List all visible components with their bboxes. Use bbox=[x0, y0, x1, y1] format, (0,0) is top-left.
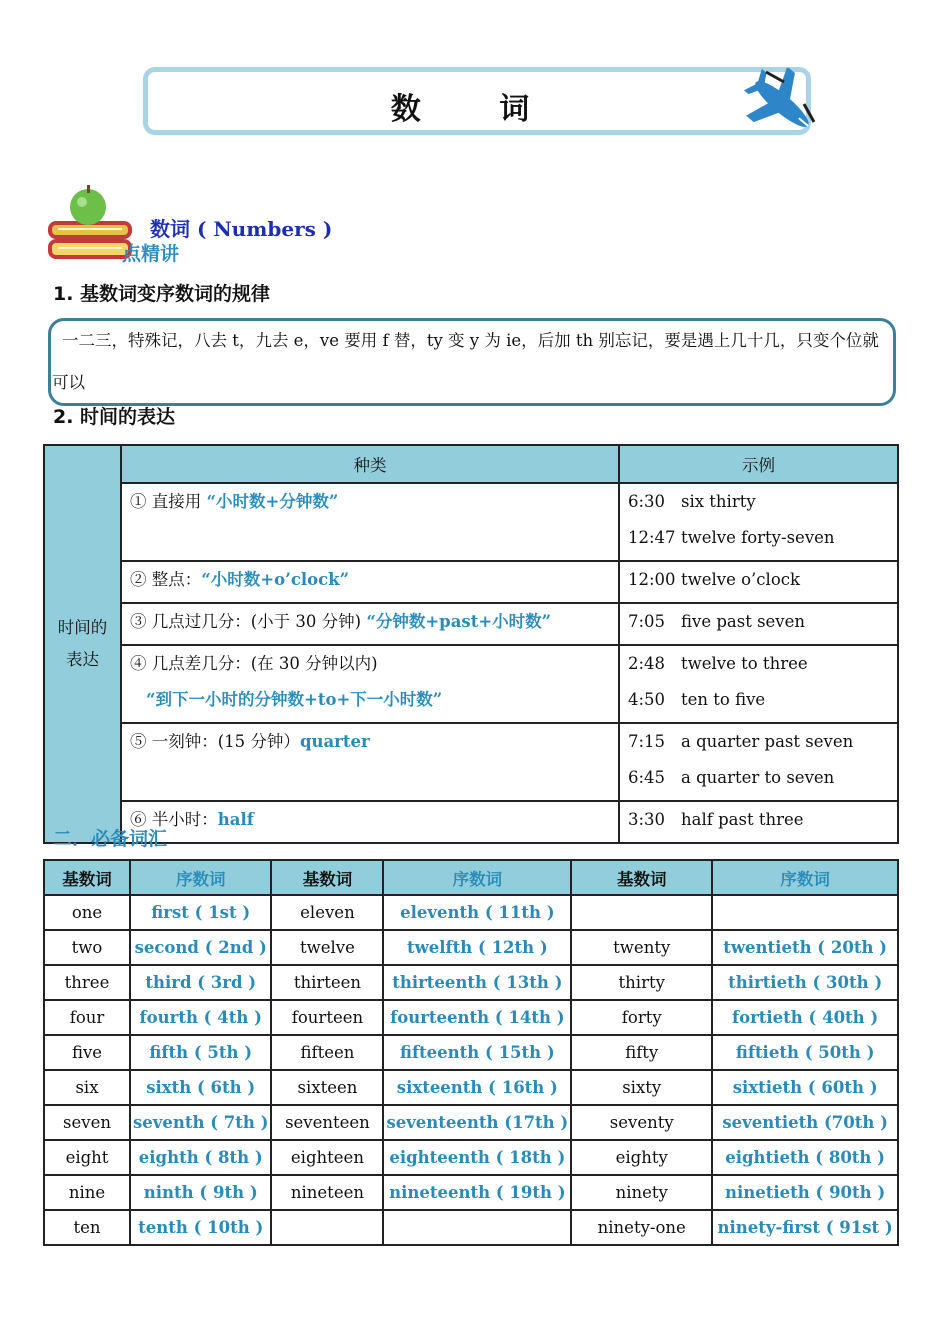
vocab-row bbox=[44, 965, 898, 1000]
example-text: a quarter to seven bbox=[681, 768, 835, 787]
example-cell bbox=[619, 723, 898, 801]
example-cell bbox=[619, 801, 898, 843]
example-time: 4:50 bbox=[628, 690, 666, 709]
time-row bbox=[44, 561, 898, 603]
col-ordinal-header: 序数词 bbox=[130, 860, 271, 895]
col-kind-header: 种类 bbox=[121, 445, 619, 483]
example-cell bbox=[619, 603, 898, 645]
kind-cell bbox=[121, 801, 619, 843]
vocab-row bbox=[44, 1035, 898, 1070]
ordinal-cell: ninth ( 9th ) bbox=[130, 1175, 271, 1210]
col-ordinal-header: 序数词 bbox=[712, 860, 898, 895]
ordinal-cell bbox=[383, 1210, 571, 1245]
vocab-row bbox=[44, 930, 898, 965]
kind-highlight: half bbox=[217, 810, 254, 829]
cardinal-cell: thirteen bbox=[271, 965, 383, 1000]
example-time: 7:15 bbox=[628, 732, 666, 751]
vocab-heading: 二．必备词汇 bbox=[53, 828, 168, 850]
time-row bbox=[44, 603, 898, 645]
cardinal-cell: ninety bbox=[571, 1175, 712, 1210]
example-cell bbox=[619, 483, 898, 561]
kind-highlight: “小时数+分钟数” bbox=[206, 492, 339, 511]
example-text: twelve to three bbox=[681, 654, 808, 673]
ordinal-cell bbox=[712, 895, 898, 930]
ordinal-cell: sixteenth ( 16th ) bbox=[383, 1070, 571, 1105]
cardinal-cell: twelve bbox=[271, 930, 383, 965]
kind-text: ① 直接用 bbox=[130, 492, 207, 511]
cardinal-cell: fourteen bbox=[271, 1000, 383, 1035]
vocab-row bbox=[44, 1105, 898, 1140]
rule-text: 一二三，特殊记，八去 t，九去 e，ve 要用 f 替，ty 变 y 为 ie，后加 th 别忘记，要是遇上几十几，只变个位就可以 bbox=[52, 331, 879, 392]
cardinal-cell: eight bbox=[44, 1140, 130, 1175]
vocab-row bbox=[44, 1070, 898, 1105]
cardinal-cell: seven bbox=[44, 1105, 130, 1140]
ordinal-cell: thirtieth ( 30th ) bbox=[712, 965, 898, 1000]
ordinal-cell: first ( 1st ) bbox=[130, 895, 271, 930]
time-row bbox=[44, 645, 898, 723]
vocab-row bbox=[44, 1210, 898, 1245]
vocab-header-row bbox=[44, 860, 898, 895]
cardinal-cell: sixteen bbox=[271, 1070, 383, 1105]
example-time: 7:05 bbox=[628, 612, 666, 631]
cardinal-cell bbox=[271, 1210, 383, 1245]
time-row bbox=[44, 801, 898, 843]
ordinal-cell: fiftieth ( 50th ) bbox=[712, 1035, 898, 1070]
example-time: 6:30 bbox=[628, 492, 666, 511]
cardinal-cell: five bbox=[44, 1035, 130, 1070]
ordinal-cell: seventh ( 7th ) bbox=[130, 1105, 271, 1140]
cardinal-cell: twenty bbox=[571, 930, 712, 965]
cardinal-cell: two bbox=[44, 930, 130, 965]
vocab-row bbox=[44, 1000, 898, 1035]
ordinal-cell: ninetieth ( 90th ) bbox=[712, 1175, 898, 1210]
ordinal-cell: third ( 3rd ) bbox=[130, 965, 271, 1000]
col-ordinal-header: 序数词 bbox=[383, 860, 571, 895]
example-text: half past three bbox=[681, 810, 804, 829]
ordinal-cell: fourth ( 4th ) bbox=[130, 1000, 271, 1035]
cardinal-cell: six bbox=[44, 1070, 130, 1105]
col-cardinal-header: 基数词 bbox=[44, 860, 130, 895]
col-cardinal-header: 基数词 bbox=[271, 860, 383, 895]
kind-highlight: “分钟数+past+小时数” bbox=[366, 612, 552, 631]
ordinal-cell: thirteenth ( 13th ) bbox=[383, 965, 571, 1000]
cardinal-cell: eighty bbox=[571, 1140, 712, 1175]
example-time: 3:30 bbox=[628, 810, 666, 829]
rules-heading: 1. 基数词变序数词的规律 bbox=[53, 283, 271, 305]
ordinal-cell: eightieth ( 80th ) bbox=[712, 1140, 898, 1175]
kind-cell bbox=[121, 483, 619, 561]
example-time: 12:00 bbox=[628, 570, 676, 589]
page-title: 数 词 bbox=[390, 92, 564, 127]
title-banner bbox=[143, 67, 811, 135]
kind-highlight: quarter bbox=[299, 732, 370, 751]
kind-text: ② 整点： bbox=[130, 570, 202, 589]
ordinal-cell: twentieth ( 20th ) bbox=[712, 930, 898, 965]
cardinal-cell: forty bbox=[571, 1000, 712, 1035]
example-time: 2:48 bbox=[628, 654, 666, 673]
kind-cell bbox=[121, 603, 619, 645]
cardinal-cell: nineteen bbox=[271, 1175, 383, 1210]
cardinal-cell: three bbox=[44, 965, 130, 1000]
cardinal-cell: ten bbox=[44, 1210, 130, 1245]
cardinal-cell: eleven bbox=[271, 895, 383, 930]
cardinal-cell: four bbox=[44, 1000, 130, 1035]
ordinal-cell: twelfth ( 12th ) bbox=[383, 930, 571, 965]
kind-highlight: “到下一小时的分钟数+to+下一小时数” bbox=[146, 690, 443, 709]
cardinal-cell bbox=[571, 895, 712, 930]
kind-text: ⑤ 一刻钟：(15 分钟） bbox=[130, 732, 300, 751]
ordinal-cell: eighth ( 8th ) bbox=[130, 1140, 271, 1175]
ordinal-cell: nineteenth ( 19th ) bbox=[383, 1175, 571, 1210]
time-heading: 2. 时间的表达 bbox=[53, 406, 176, 428]
example-text: five past seven bbox=[681, 612, 806, 631]
cardinal-cell: nine bbox=[44, 1175, 130, 1210]
ordinal-cell: fifteenth ( 15th ) bbox=[383, 1035, 571, 1070]
example-text: six thirty bbox=[681, 492, 756, 511]
time-table-header bbox=[44, 445, 898, 483]
time-row bbox=[44, 483, 898, 561]
ordinal-cell: seventeenth (17th ) bbox=[383, 1105, 571, 1140]
airplane-icon bbox=[744, 68, 820, 140]
example-text: twelve o’clock bbox=[681, 570, 800, 589]
kind-cell bbox=[121, 561, 619, 603]
time-side-label: 时间的表达 bbox=[44, 445, 121, 843]
kind-cell bbox=[121, 723, 619, 801]
vocab-row bbox=[44, 1175, 898, 1210]
example-text: ten to five bbox=[681, 690, 766, 709]
col-example-header: 示例 bbox=[619, 445, 898, 483]
kind-text: ③ 几点过几分：(小于 30 分钟) bbox=[130, 612, 367, 631]
kind-text: ④ 几点差几分：(在 30 分钟以内) bbox=[130, 654, 378, 673]
time-row bbox=[44, 723, 898, 801]
ordinal-cell: fifth ( 5th ) bbox=[130, 1035, 271, 1070]
kind-highlight: “小时数+o’clock” bbox=[201, 570, 350, 589]
cardinal-cell: fifty bbox=[571, 1035, 712, 1070]
example-time: 6:45 bbox=[628, 768, 666, 787]
kind-cell bbox=[121, 645, 619, 723]
ordinal-cell: second ( 2nd ) bbox=[130, 930, 271, 965]
ordinal-cell: eighteenth ( 18th ) bbox=[383, 1140, 571, 1175]
section-subtitle: 点精讲 bbox=[122, 243, 180, 265]
ordinal-cell: seventieth (70th ) bbox=[712, 1105, 898, 1140]
example-time: 12:47 bbox=[628, 528, 676, 547]
kind-text: ⑥ 半小时： bbox=[130, 810, 218, 829]
ordinal-cell: eleventh ( 11th ) bbox=[383, 895, 571, 930]
example-text: twelve forty-seven bbox=[681, 528, 835, 547]
ordinal-cell: fourteenth ( 14th ) bbox=[383, 1000, 571, 1035]
col-cardinal-header: 基数词 bbox=[571, 860, 712, 895]
cardinal-cell: seventy bbox=[571, 1105, 712, 1140]
section-title: 数词 ( Numbers ) bbox=[150, 217, 333, 241]
cardinal-cell: thirty bbox=[571, 965, 712, 1000]
vocab-row bbox=[44, 895, 898, 930]
example-cell bbox=[619, 645, 898, 723]
ordinal-cell: sixtieth ( 60th ) bbox=[712, 1070, 898, 1105]
ordinal-cell: tenth ( 10th ) bbox=[130, 1210, 271, 1245]
cardinal-cell: sixty bbox=[571, 1070, 712, 1105]
example-cell bbox=[619, 561, 898, 603]
cardinal-cell: seventeen bbox=[271, 1105, 383, 1140]
vocab-row bbox=[44, 1140, 898, 1175]
example-text: a quarter past seven bbox=[681, 732, 854, 751]
time-table bbox=[43, 444, 899, 844]
ordinal-cell: ninety-first ( 91st ) bbox=[712, 1210, 898, 1245]
ordinal-cell: sixth ( 6th ) bbox=[130, 1070, 271, 1105]
cardinal-cell: fifteen bbox=[271, 1035, 383, 1070]
ordinal-cell: fortieth ( 40th ) bbox=[712, 1000, 898, 1035]
vocab-table bbox=[43, 859, 899, 1246]
cardinal-cell: eighteen bbox=[271, 1140, 383, 1175]
cardinal-cell: ninety-one bbox=[571, 1210, 712, 1245]
cardinal-cell: one bbox=[44, 895, 130, 930]
